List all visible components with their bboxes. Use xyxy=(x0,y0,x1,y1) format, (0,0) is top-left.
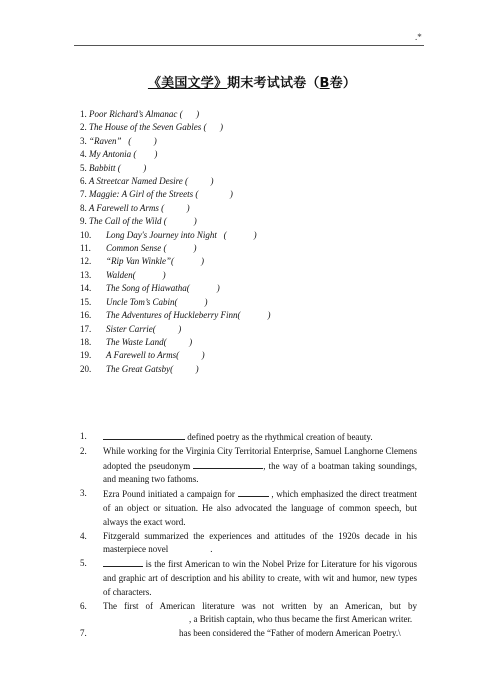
item-number: 15. xyxy=(80,296,92,307)
literary-works-list xyxy=(80,108,270,376)
item-text: My Antonia ( ) xyxy=(89,149,158,160)
question-number: 2. xyxy=(80,445,87,456)
question-text: While working for the Virginia City Territorial Enterprise, Samuel Langhorne Clemens adopted the pseudonym xyxy=(103,445,417,471)
list-item xyxy=(80,363,270,376)
item-number: 16. xyxy=(80,310,92,321)
list-item xyxy=(80,336,270,349)
list-item xyxy=(80,148,270,161)
item-number: 10. xyxy=(80,229,92,240)
item-number: 17. xyxy=(80,323,92,334)
item-text: A Farewell to Arms ( ) xyxy=(88,202,190,213)
list-item xyxy=(80,242,270,255)
answer-blank[interactable] xyxy=(103,430,185,440)
list-item xyxy=(80,175,270,188)
item-number: 13. xyxy=(80,269,92,280)
question-7 xyxy=(80,627,417,641)
question-text: . xyxy=(210,544,213,555)
question-text: , the way of a boatman taking soundings, and meaning two fathoms. xyxy=(103,460,417,485)
list-item xyxy=(80,255,270,268)
question-text: The first of American literature was not written by an American, but by xyxy=(103,600,417,611)
question-6 xyxy=(80,600,417,628)
item-text: The Waste Land( ) xyxy=(106,336,193,347)
question-1 xyxy=(80,430,417,445)
item-number: 4. xyxy=(80,149,87,160)
item-number: 14. xyxy=(80,283,92,294)
list-item xyxy=(80,229,270,242)
item-number: 12. xyxy=(80,256,92,267)
question-number: 7. xyxy=(80,628,87,639)
title-close: 卷） xyxy=(329,76,357,91)
title-underlined: 《美国文学》 xyxy=(147,76,228,91)
question-number: 4. xyxy=(80,530,87,541)
fill-in-questions xyxy=(80,430,417,641)
question-4 xyxy=(80,530,417,558)
list-item xyxy=(80,296,270,309)
list-item xyxy=(80,215,270,228)
item-text: “Raven” ( ) xyxy=(89,135,157,146)
item-text: “Rip Van Winkle”( ) xyxy=(106,256,204,267)
item-text: The House of the Seven Gables ( ) xyxy=(89,122,223,133)
item-text: The Call of the Wild ( ) xyxy=(89,216,197,227)
question-number: 1. xyxy=(80,431,87,441)
header-mark: .* xyxy=(415,32,422,42)
item-text: A Farewell to Arms( ) xyxy=(106,350,205,361)
question-text: Ezra Pound initiated a campaign for xyxy=(103,489,238,500)
item-number: 6. xyxy=(80,176,87,187)
item-text: Babbitt ( ) xyxy=(89,162,147,173)
question-text: , a British captain, who thus became the first American writer. xyxy=(189,614,413,625)
list-item xyxy=(80,349,270,362)
item-text: Common Sense ( ) xyxy=(106,243,197,254)
item-number: 11. xyxy=(80,243,91,254)
list-item xyxy=(80,269,270,282)
list-item xyxy=(80,188,270,201)
question-text: has been considered the “Father of modern American Poetry.\ xyxy=(179,628,401,639)
list-item xyxy=(80,282,270,295)
item-text: Walden( ) xyxy=(106,269,166,280)
question-2 xyxy=(80,445,417,487)
question-number: 3. xyxy=(80,488,87,499)
question-text: defined poetry as the rhythmical creation of beauty. xyxy=(185,432,373,442)
item-number: 2. xyxy=(80,122,87,133)
item-number: 1. xyxy=(80,109,87,119)
item-text: The Great Gatsby( ) xyxy=(106,363,199,374)
question-3 xyxy=(80,487,417,529)
list-item xyxy=(80,202,270,215)
item-number: 19. xyxy=(80,350,92,361)
item-text: The Adventures of Huckleberry Finn( ) xyxy=(106,310,271,321)
list-item xyxy=(80,108,270,121)
answer-blank[interactable] xyxy=(238,487,269,497)
question-5 xyxy=(80,557,417,599)
list-item xyxy=(80,309,270,322)
question-number: 5. xyxy=(80,558,87,569)
header-rule xyxy=(74,45,424,46)
list-item xyxy=(80,323,270,336)
question-text: , which emphasized the direct treatment of an object or situation. He also advocated the language of common speech, but always the exact word. xyxy=(103,489,417,527)
item-number: 7. xyxy=(80,189,87,200)
item-text: Long Day's Journey into Night ( ) xyxy=(106,229,257,240)
item-text: Uncle Tom’s Cabin( ) xyxy=(106,296,208,307)
list-item xyxy=(80,162,270,175)
item-text: Maggie: A Girl of the Streets ( ) xyxy=(89,189,233,200)
answer-blank[interactable] xyxy=(193,459,263,469)
item-text: A Streetcar Named Desire ( ) xyxy=(88,176,214,187)
page-title xyxy=(0,72,504,91)
title-rest: 期末考试试卷（ xyxy=(227,76,320,91)
item-number: 20. xyxy=(80,363,92,374)
item-number: 9. xyxy=(80,216,87,227)
item-text: Sister Carrie( ) xyxy=(106,323,182,334)
question-number: 6. xyxy=(80,600,87,611)
item-number: 3. xyxy=(80,135,87,146)
answer-blank[interactable] xyxy=(103,557,143,567)
list-item xyxy=(80,121,270,134)
item-number: 8. xyxy=(80,202,87,213)
question-text: is the first American to win the Nobel Prize for Literature for his vigorous and graphic art of description and his ability to create, with wit and humor, new types of characters. xyxy=(103,559,417,597)
item-number: 5. xyxy=(80,162,87,173)
question-text: Fitzgerald summarized the experiences and attitudes of the 1920s decade in his masterpiece novel xyxy=(103,530,417,555)
item-number: 18. xyxy=(80,336,92,347)
title-variant: B xyxy=(319,76,330,91)
list-item xyxy=(80,135,270,148)
item-text: The Song of Hiawatha( ) xyxy=(106,283,220,294)
item-text: Poor Richard’s Almanac ( ) xyxy=(89,109,200,119)
